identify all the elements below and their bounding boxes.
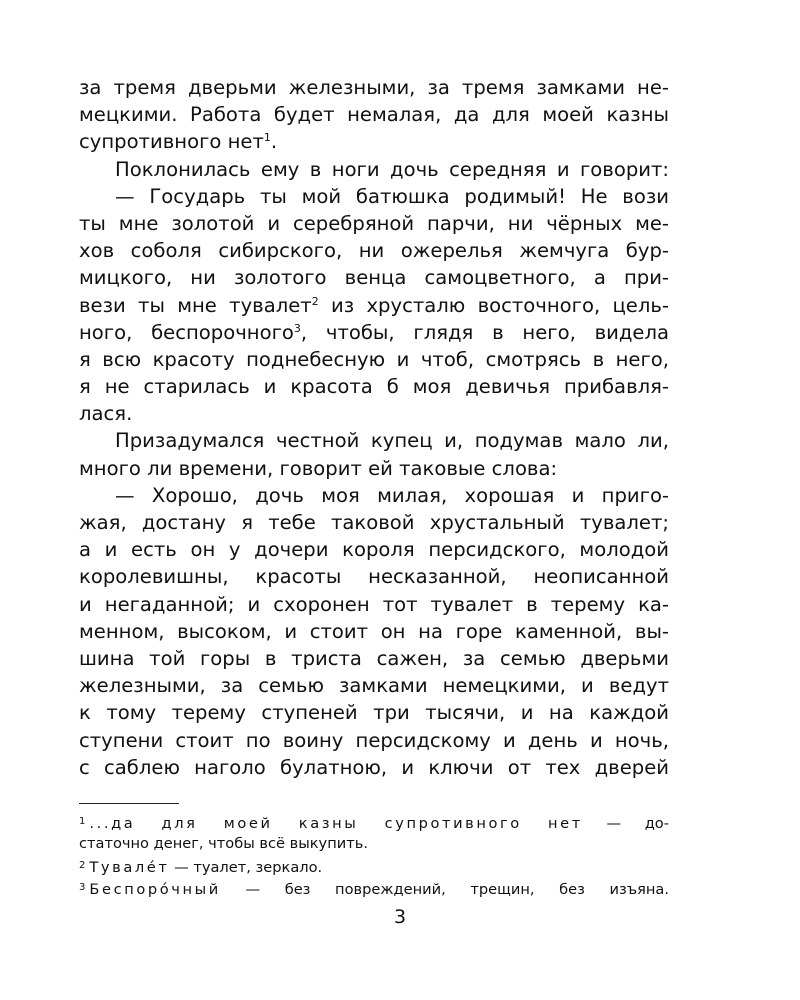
text-line-content: а и есть он у дочери короля персидского, молодой — [79, 538, 669, 562]
text-line-content: мицкого, ни золотого венца самоцветного, а при- — [79, 266, 669, 290]
text-line-content: королевишны, красоты несказанной, неописанной — [79, 565, 669, 589]
text-line — [79, 128, 669, 155]
text-line-content: хов соболя сибирского, ни ожерелья жемчуга бур- — [79, 239, 669, 263]
text-line-content: ного, беспорочного — [79, 320, 294, 344]
text-line-tail: . — [270, 130, 278, 154]
text-line-tail: , чтобы, глядя в него, видела — [300, 320, 669, 344]
text-line — [79, 618, 669, 645]
footnote-3-term: Беспоро́чный — [89, 881, 221, 898]
text-line — [79, 645, 669, 672]
text-line — [79, 183, 669, 210]
text-line — [79, 156, 669, 183]
text-line-content: я всю красоту поднебесную и чтоб, смотрясь в него, — [79, 347, 669, 371]
text-line — [79, 400, 669, 427]
text-line-content: шина той горы в триста сажен, за семью дверьми — [79, 646, 669, 670]
text-line-content: много ли времени, говорит ей таковые слова: — [79, 456, 558, 480]
footnote-2-mark: 2 — [79, 860, 86, 871]
text-line — [79, 373, 669, 400]
text-line — [79, 237, 669, 264]
text-line — [79, 672, 669, 699]
text-line — [79, 754, 669, 781]
footnote-1 — [79, 811, 669, 833]
footnote-2 — [79, 855, 669, 877]
text-line — [79, 264, 669, 291]
text-line — [79, 101, 669, 128]
footnotes — [79, 811, 669, 899]
text-line — [79, 292, 669, 319]
text-line — [79, 563, 669, 590]
text-line-content: за тремя дверьми железными, за тремя замками не- — [79, 76, 669, 99]
footnote-1-mark: 1 — [79, 816, 86, 827]
body-text — [79, 74, 669, 781]
footnote-3-text: — без повреждений, трещин, без изъяна. — [220, 881, 669, 898]
text-line — [79, 482, 669, 509]
text-line-content: ты мне золотой и серебряной парчи, ни чёрных ме- — [79, 211, 669, 235]
text-line-content: Поклонилась ему в ноги дочь середняя и говорит: — [115, 157, 669, 181]
footnote-reference: 1 — [263, 131, 271, 145]
text-line-content: с саблею наголо булатною, и ключи от тех дверей — [79, 755, 669, 779]
text-line — [79, 509, 669, 536]
footnote-3 — [79, 877, 669, 899]
footnote-2-text: — туалет, зеркало. — [169, 859, 323, 876]
text-line-content: я не старилась и красота б моя девичья прибавля- — [79, 375, 669, 399]
footnote-1-continuation: статочно денег, чтобы всё выкупить. — [79, 835, 368, 852]
text-line — [79, 427, 669, 454]
text-line-content: лася. — [79, 402, 133, 426]
text-line-tail: из хрусталю восточного, цель- — [318, 293, 669, 317]
text-line — [79, 455, 669, 482]
footnote-reference: 3 — [293, 321, 301, 335]
footnote-reference: 2 — [311, 294, 319, 308]
text-line — [79, 699, 669, 726]
text-line-content: железными, за семью замками немецкими, и ведут — [79, 674, 669, 698]
footnote-3-mark: 3 — [79, 882, 86, 893]
text-line-content: Призадумался честной купец и, подумав мало ли, — [115, 429, 669, 453]
text-line — [79, 319, 669, 346]
text-line-content: ступени стоит по воину персидскому и день и ночь, — [79, 728, 669, 752]
text-line — [79, 346, 669, 373]
footnote-1-text: — до- — [582, 815, 669, 832]
text-line-content: вези ты мне тувалет — [79, 293, 312, 317]
text-line — [79, 536, 669, 563]
footnote-divider — [79, 803, 179, 804]
page-number: 3 — [393, 906, 407, 928]
text-line — [79, 591, 669, 618]
text-line — [79, 210, 669, 237]
footnote-1-term: ...да для моей казны супротивного нет — [89, 815, 583, 832]
text-line — [79, 74, 669, 101]
text-line-content: супротивного нет — [79, 130, 264, 154]
text-line-content: жая, достану я тебе таковой хрустальный тувалет; — [79, 511, 669, 534]
text-line-content: — Государь ты мой батюшка родимый! Не вози — [115, 184, 669, 208]
text-line-content: менном, высоком, и стоит он на горе каменной, вы- — [79, 619, 669, 643]
text-line — [79, 727, 669, 754]
text-line-content: — Хорошо, дочь моя милая, хорошая и приго- — [115, 483, 669, 507]
text-line-content: и негаданной; и схоронен тот тувалет в терему ка- — [79, 592, 669, 616]
text-line-content: к тому терему ступеней три тысячи, и на каждой — [79, 701, 669, 725]
footnote-2-term: Тувале́т — [89, 859, 170, 876]
text-line-content: мецкими. Работа будет немалая, да для моей казны — [79, 103, 669, 127]
